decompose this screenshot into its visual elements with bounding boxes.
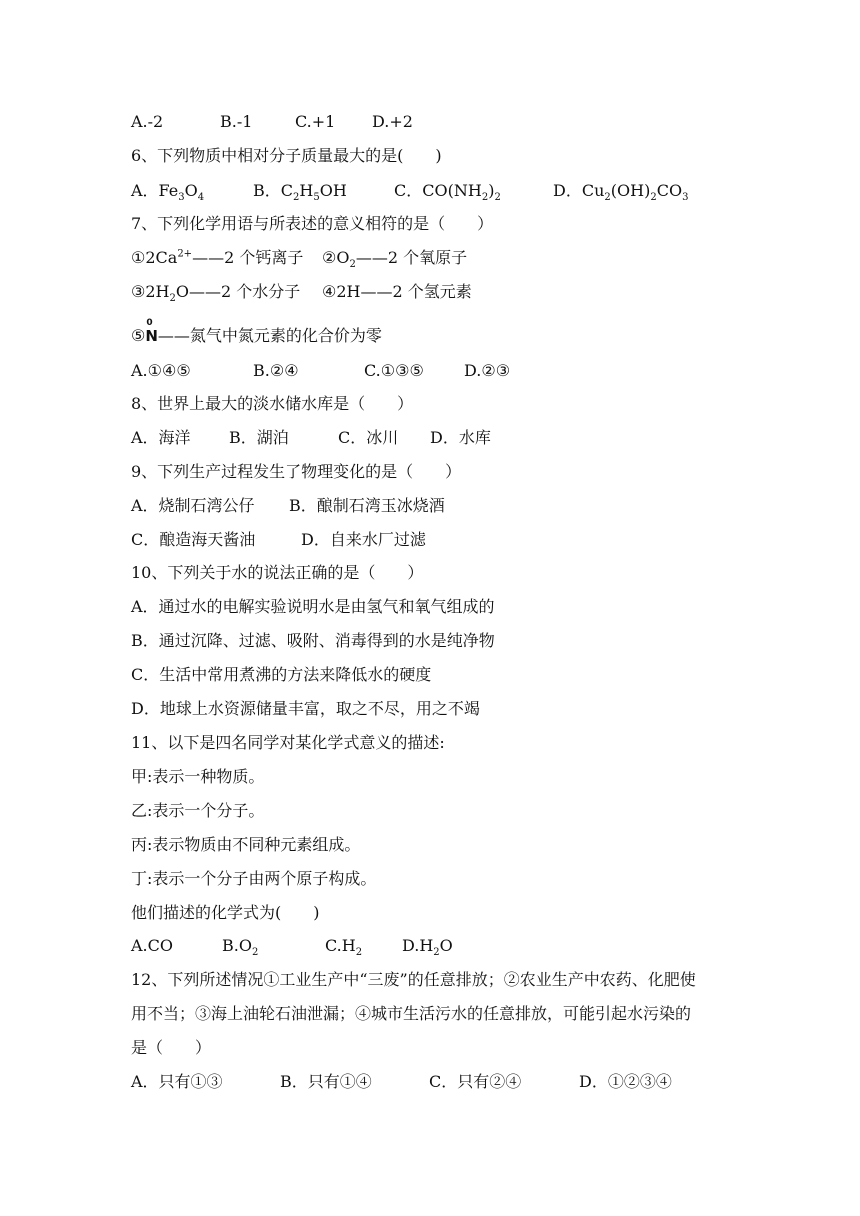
q12-stem-line-3: 是（ ） bbox=[131, 1038, 212, 1057]
q11-option-c[interactable]: $C.H_2$ bbox=[325, 936, 363, 959]
q12-option-d[interactable]: D．①②③④ bbox=[579, 1072, 672, 1091]
q11-desc-jia: 甲:表示一种物质。 bbox=[131, 767, 265, 786]
q7-item-3: $③2H_2O——2$ 个水分子 bbox=[131, 282, 301, 305]
q12-option-b[interactable]: B．只有①④ bbox=[280, 1072, 372, 1091]
q11-option-b[interactable]: $B.O_2$ bbox=[222, 936, 259, 959]
q7-option-b[interactable]: B.②④ bbox=[253, 361, 299, 380]
q9-option-d[interactable]: D．自来水厂过滤 bbox=[301, 530, 426, 549]
q6-option-b[interactable]: B．$C_2H_5OH$ bbox=[253, 181, 347, 204]
q9-option-b[interactable]: B．酿制石湾玉冰烧酒 bbox=[289, 496, 445, 515]
q11-option-a[interactable]: A.CO bbox=[131, 936, 173, 955]
q8-option-c[interactable]: C．冰川 bbox=[338, 428, 399, 447]
q7-item-1: $①2Ca^{2+}——2$ 个钙离子 bbox=[131, 248, 304, 267]
q5-option-d[interactable]: D.+2 bbox=[372, 112, 413, 131]
q6-stem: 6、下列物质中相对分子质量最大的是( ) bbox=[131, 146, 442, 165]
q7-option-a[interactable]: A.①④⑤ bbox=[131, 361, 191, 380]
q10-option-c[interactable]: C．生活中常用煮沸的方法来降低水的硬度 bbox=[131, 665, 432, 684]
q11-stem: 11、以下是四名同学对某化学式意义的描述: bbox=[131, 733, 445, 752]
q11-ask: 他们描述的化学式为( ) bbox=[131, 903, 320, 922]
q7-item-4: ④2H——2 个氢元素 bbox=[322, 282, 472, 301]
q12-stem-line-2: 用不当；③海上油轮石油泄漏；④城市生活污水的任意排放，可能引起水污染的 bbox=[131, 1004, 692, 1023]
q7-stem: 7、下列化学用语与所表述的意义相符的是（ ） bbox=[131, 214, 494, 233]
q8-option-b[interactable]: B．湖泊 bbox=[229, 428, 289, 447]
q10-stem: 10、下列关于水的说法正确的是（ ） bbox=[131, 563, 424, 582]
q7-option-d[interactable]: D.②③ bbox=[464, 361, 511, 380]
q6-option-d[interactable]: D．$Cu_2(OH)_2CO_3$ bbox=[553, 181, 689, 204]
q8-stem: 8、世界上最大的淡水储水库是（ ） bbox=[131, 394, 414, 413]
q5-option-a[interactable]: A.-2 bbox=[131, 112, 164, 131]
q6-option-c[interactable]: C．$CO(NH_2)_2$ bbox=[394, 181, 501, 204]
q12-stem-line-1: 12、下列所述情况①工业生产中“三废”的任意排放；②农业生产中农药、化肥使 bbox=[131, 970, 696, 989]
nitrogen-valence-symbol: 0 N bbox=[145, 318, 158, 345]
q11-desc-yi: 乙:表示一个分子。 bbox=[131, 801, 265, 820]
q11-desc-bing: 丙:表示物质由不同种元素组成。 bbox=[131, 835, 361, 854]
q10-option-d[interactable]: D．地球上水资源储量丰富，取之不尽，用之不竭 bbox=[131, 699, 480, 718]
q5-option-b[interactable]: B.-1 bbox=[220, 112, 253, 131]
q7-item-5: ⑤ 0 N——氮气中氮元素的化合价为零 bbox=[131, 318, 382, 345]
q9-option-c[interactable]: C．酿造海天酱油 bbox=[131, 530, 256, 549]
q5-option-c[interactable]: C.+1 bbox=[295, 112, 336, 131]
q10-option-b[interactable]: B．通过沉降、过滤、吸附、消毒得到的水是纯净物 bbox=[131, 631, 495, 650]
q7-item-2: $②O_2——2$ 个氧原子 bbox=[322, 248, 468, 271]
q11-desc-ding: 丁:表示一个分子由两个原子构成。 bbox=[131, 869, 377, 888]
q8-option-d[interactable]: D．水库 bbox=[430, 428, 491, 447]
q12-option-a[interactable]: A．只有①③ bbox=[131, 1072, 223, 1091]
q11-option-d[interactable]: $D.H_2O$ bbox=[402, 936, 453, 959]
q12-option-c[interactable]: C．只有②④ bbox=[429, 1072, 522, 1091]
q9-stem: 9、下列生产过程发生了物理变化的是（ ） bbox=[131, 462, 462, 481]
q7-option-c[interactable]: C.①③⑤ bbox=[364, 361, 424, 380]
q6-option-a[interactable]: A．$Fe_3O_4$ bbox=[131, 181, 205, 204]
q9-option-a[interactable]: A．烧制石湾公仔 bbox=[131, 496, 255, 515]
q10-option-a[interactable]: A．通过水的电解实验说明水是由氢气和氧气组成的 bbox=[131, 597, 495, 616]
q8-option-a[interactable]: A．海洋 bbox=[131, 428, 191, 447]
